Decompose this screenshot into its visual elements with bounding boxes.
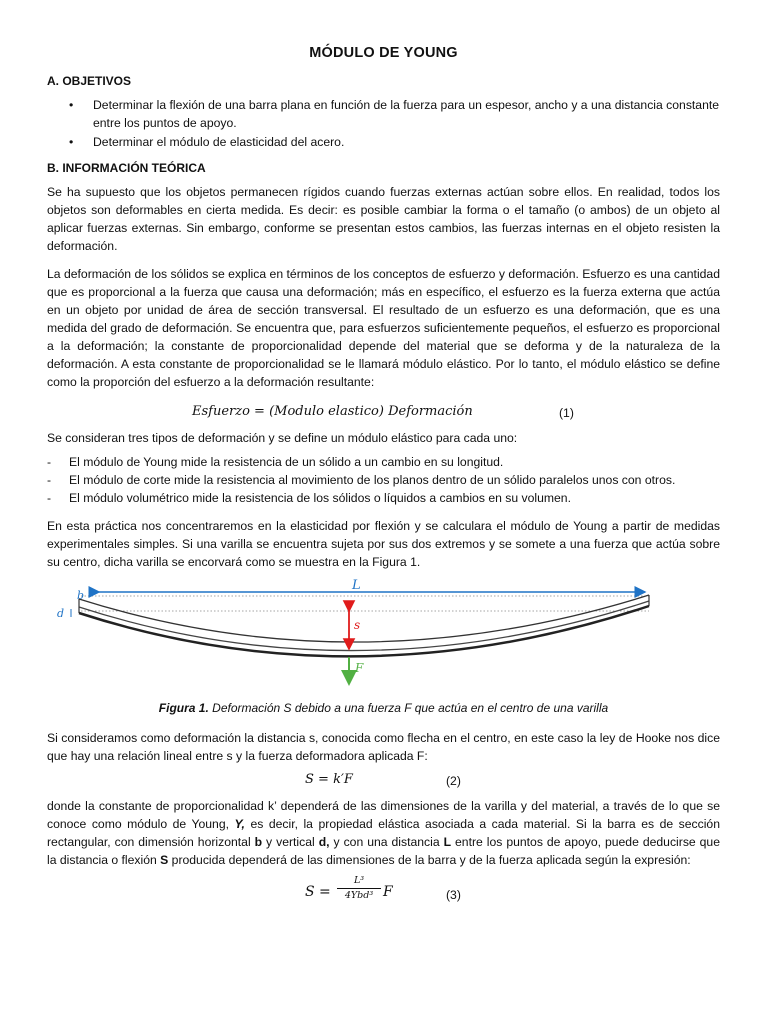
objectives-heading: A. OBJETIVOS	[47, 74, 132, 88]
paragraph: En esta práctica nos concentraremos en la elasticidad por flexión y se calculara el módulo de Young a partir de medidas experimentales simples. Si una varilla se encuentra sujeta por sus dos extremos y se somete a una fuerza que actúa sobre su centro, dicha varilla se encorvará como se muestra en la Figura 1.	[47, 519, 720, 569]
list-item	[47, 133, 720, 151]
equation-number: (1)	[559, 406, 574, 420]
bar-upper-face	[79, 601, 649, 651]
text-run: producida dependerá de las dimensiones de la barra y de la fuerza aplicada según la expresión:	[168, 853, 691, 867]
equation-fraction	[337, 875, 381, 902]
paragraph: Si consideramos como deformación la distancia s, conocida como flecha en el centro, en este caso la ley de Hooke nos dice que hay una relación lineal entre s y la fuerza deformadora aplicada F:	[47, 731, 720, 763]
fraction-numerator: L³	[353, 875, 365, 886]
list-item	[47, 489, 720, 507]
figure-1	[47, 577, 720, 695]
text-run: y vertical	[262, 835, 319, 849]
bullet-icon: •	[69, 135, 74, 149]
equation-rhs: F	[383, 884, 393, 900]
equation-3	[47, 875, 720, 911]
paragraph: Se ha supuesto que los objetos permanecen rígidos cuando fuerzas externas actúan sobre ellos. En realidad, todos los objetos son deformables en cierta medida. Es decir: es posible cambiar la forma o el tamaño (o ambos) de un objeto al aplicar fuerzas externas. Sin embargo, conforme se presentan estos cambios, las fuerzas internas en el objeto resisten la deformación.	[47, 185, 720, 253]
bar-deflection-diagram	[47, 577, 720, 695]
caption-text: Deformación S debido a una fuerza F que actúa en el centro de una varilla	[208, 701, 609, 715]
dash-icon: -	[47, 455, 52, 469]
fraction-denominator: 4Ybd³	[344, 890, 374, 901]
width-label: b	[77, 589, 85, 602]
force-label: F	[355, 661, 364, 675]
equation-expression: Esfuerzo = (Modulo elastico) Deformación	[192, 404, 473, 419]
equation-expression: S = k′F	[305, 772, 353, 787]
list-item	[47, 471, 720, 489]
emphasis-text: S	[160, 853, 169, 867]
caption-label: Figura 1.	[158, 701, 209, 715]
objectives-list	[47, 96, 720, 151]
list-item	[47, 96, 720, 132]
paragraph	[47, 797, 720, 869]
length-label: L	[352, 578, 361, 593]
emphasis-text: d,	[318, 835, 330, 849]
objective-text: Determinar la flexión de una barra plana en función de la fuerza para un espesor, ancho y a una distancia constante entre los puntos de apoyo.	[93, 98, 720, 130]
fraction-bar	[337, 888, 381, 889]
list-item	[47, 453, 720, 471]
emphasis-text: Y,	[234, 817, 245, 831]
list-item-text: El módulo de corte mide la resistencia al movimiento de los planos dentro de un sólido paralelos unos con otros.	[69, 473, 676, 487]
dash-icon: -	[47, 491, 52, 505]
text-run: y con una distancia	[329, 835, 444, 849]
objective-text: Determinar el módulo de elasticidad del acero.	[93, 135, 345, 149]
page-title: MÓDULO DE YOUNG	[309, 45, 458, 61]
equation-2	[47, 769, 720, 791]
text-run: es decir, la propiedad elástica asociada a cada material. Si la barra es de sección rectangular, con dimensión horizontal	[47, 817, 720, 849]
emphasis-text: b	[254, 835, 263, 849]
paragraph: La deformación de los sólidos se explica en términos de los conceptos de esfuerzo y deformación. Esfuerzo es una cantidad que es proporcional a la fuerza que causa una deformación; más en específico, el esfuerzo es la fuerza externa que actúa en un objeto por unidad de área de sección transversal. El resultado de un esfuerzo es una deformación, que es una medida del grado de deformación. Se encuentra que, para esfuerzos suficientemente pequeños, el esfuerzo es proporcional a la deformación; la constante de proporcionalidad depende del material que se deforma y de la naturaleza de la deformación. A esta constante de proporcionalidad se le llamará módulo elástico. Por lo tanto, el módulo elástico se define como la proporción del esfuerzo a la deformación resultante:	[47, 267, 720, 389]
list-item-text: El módulo volumétrico mide la resistencia de los sólidos o líquidos a cambios en su volumen.	[69, 491, 571, 505]
list-item-text: El módulo de Young mide la resistencia de un sólido a un cambio en su longitud.	[69, 455, 504, 469]
equation-lhs: S =	[305, 884, 331, 900]
deflection-label: s	[354, 618, 361, 632]
paragraph: Se consideran tres tipos de deformación y se define un módulo elástico para cada uno:	[47, 431, 518, 445]
emphasis-text: L	[443, 835, 452, 849]
equation-1	[47, 401, 720, 423]
text-run: entre los puntos de apoyo, puede deducirse que la distancia o flexión	[47, 835, 720, 867]
deformation-types-list	[47, 453, 720, 507]
bullet-icon: •	[69, 98, 74, 112]
bar-bottom-edge	[79, 606, 649, 656]
thickness-label: d	[57, 607, 65, 620]
figure-caption	[47, 699, 720, 717]
equation-number: (3)	[446, 888, 461, 902]
theory-heading: B. INFORMACIÓN TEÓRICA	[47, 161, 206, 175]
text-run: donde la constante de proporcionalidad k’ dependerá de las dimensiones de la varilla y del material, a través de lo que se conoce como módulo de Young,	[47, 799, 720, 831]
dash-icon: -	[47, 473, 52, 487]
equation-number: (2)	[446, 774, 461, 788]
